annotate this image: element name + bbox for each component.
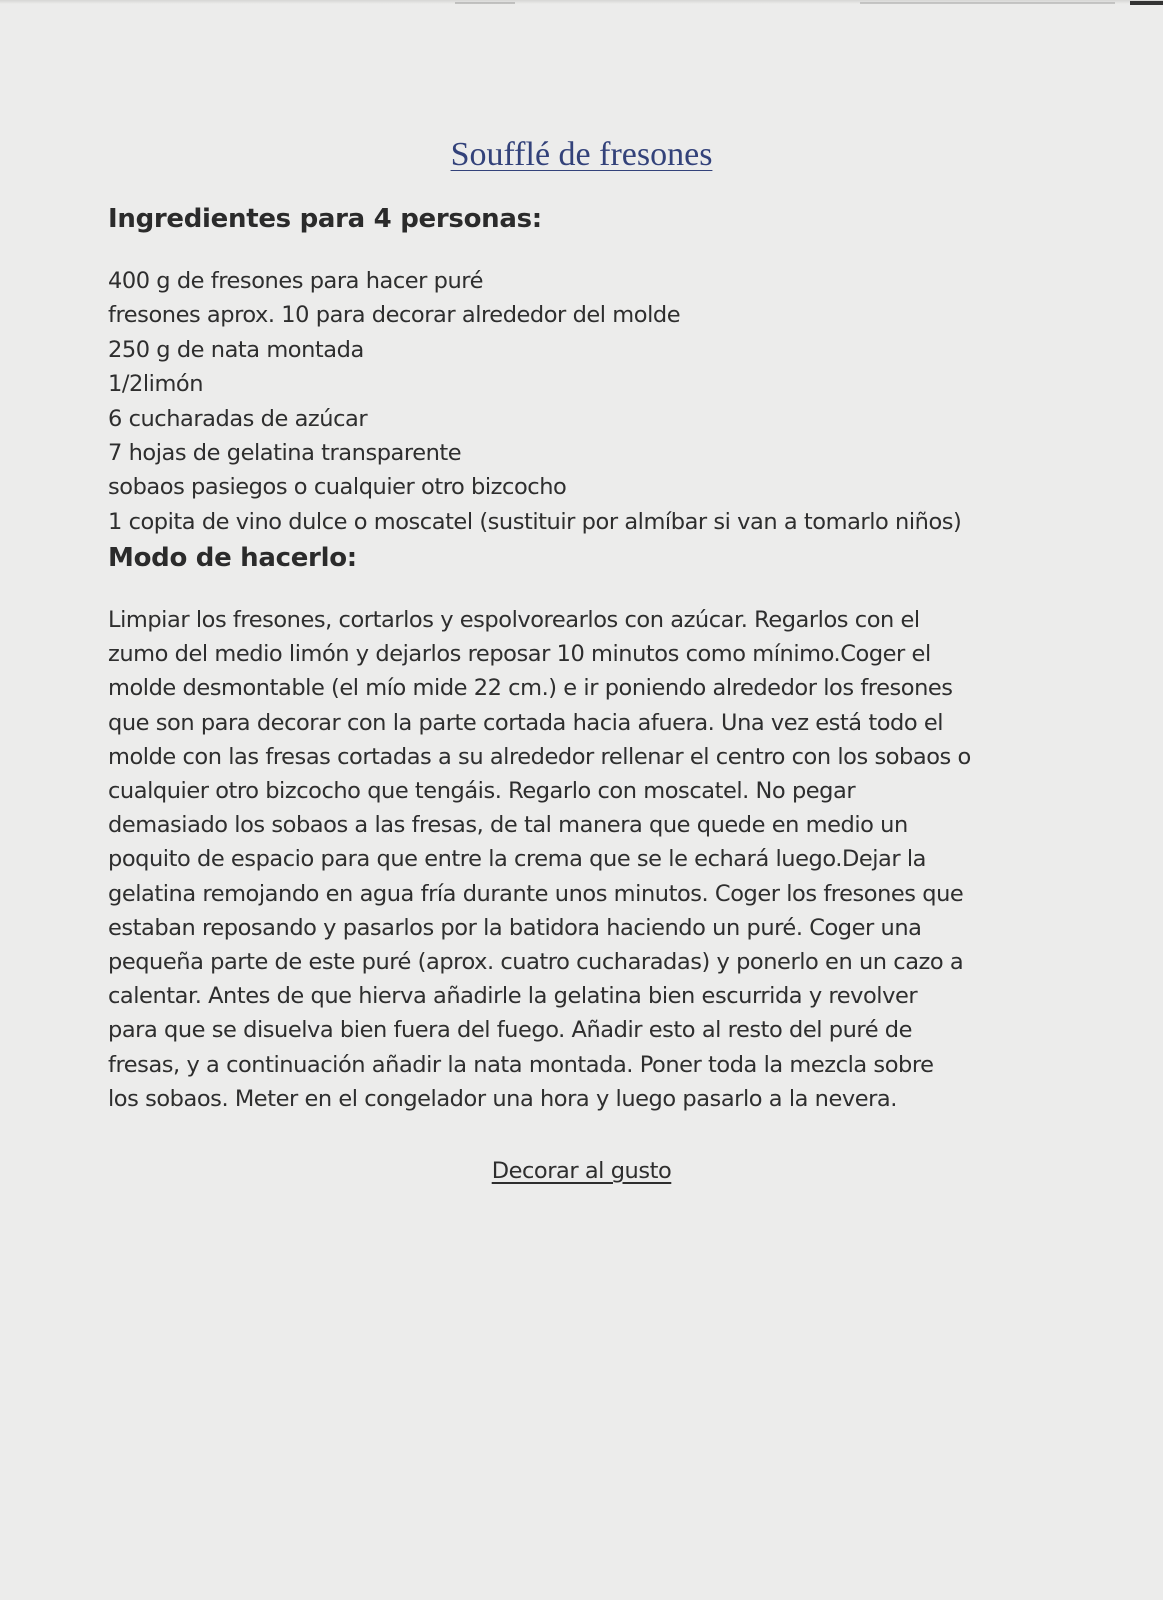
method-line: pequeña parte de este puré (aprox. cuatro cucharadas) y ponerlo en un cazo a (108, 949, 964, 976)
recipe-title-text: Soufflé de fresones (450, 136, 713, 173)
recipe-title (0, 136, 1163, 174)
footer-note-text: Decorar al gusto (491, 1158, 672, 1184)
ingredients-heading: Ingredientes para 4 personas: (108, 204, 542, 234)
ingredient-item: 6 cucharadas de azúcar (108, 405, 368, 432)
ingredient-item: 1/2limón (108, 371, 204, 398)
ingredient-item: 1 copita de vino dulce o moscatel (sustituir por almíbar si van a tomarlo niños) (108, 508, 962, 535)
ingredient-item: 250 g de nata montada (108, 336, 364, 363)
method-line: demasiado los sobaos a las fresas, de tal manera que quede en medio un (108, 812, 908, 839)
method-line: molde con las fresas cortadas a su alrededor rellenar el centro con los sobaos o (108, 743, 971, 770)
method-line: gelatina remojando en agua fría durante unos minutos. Coger los fresones que (108, 880, 964, 907)
method-line: fresas, y a continuación añadir la nata montada. Poner toda la mezcla sobre (108, 1051, 934, 1078)
ingredient-item: 400 g de fresones para hacer puré (108, 268, 484, 294)
method-line: que son para decorar con la parte cortada hacia afuera. Una vez está todo el (108, 709, 944, 736)
method-line: cualquier otro bizcocho que tengáis. Regarlo con moscatel. No pegar (108, 778, 856, 805)
method-line: Limpiar los fresones, cortarlos y espolvorearlos con azúcar. Regarlos con el (108, 607, 920, 633)
ingredient-item: 7 hojas de gelatina transparente (108, 440, 462, 467)
ingredient-list (108, 264, 961, 539)
scan-artifact (1130, 1, 1163, 5)
method-line: molde desmontable (el mío mide 22 cm.) e ir poniendo alrededor los fresones (108, 675, 953, 702)
method-line: para que se disuelva bien fuera del fuego. Añadir esto al resto del puré de (108, 1017, 913, 1044)
method-line: zumo del medio limón y dejarlos reposar 10 minutos como mínimo.Coger el (108, 641, 931, 668)
method-line: los sobaos. Meter en el congelador una hora y luego pasarlo a la nevera. (108, 1085, 897, 1112)
footer-note (0, 1158, 1163, 1184)
ingredient-item: sobaos pasiegos o cualquier otro bizcocho (108, 474, 567, 501)
method-heading: Modo de hacerlo: (108, 543, 357, 573)
ingredient-item: fresones aprox. 10 para decorar alrededor del molde (108, 302, 681, 329)
method-paragraph (108, 603, 1028, 1116)
scan-artifact (860, 2, 1115, 4)
method-line: poquito de espacio para que entre la crema que se le echará luego.Dejar la (108, 846, 926, 873)
method-line: calentar. Antes de que hierva añadirle la gelatina bien escurrida y revolver (108, 983, 918, 1010)
method-line: estaban reposando y pasarlos por la batidora haciendo un puré. Coger una (108, 914, 922, 941)
scan-artifact (455, 2, 515, 4)
